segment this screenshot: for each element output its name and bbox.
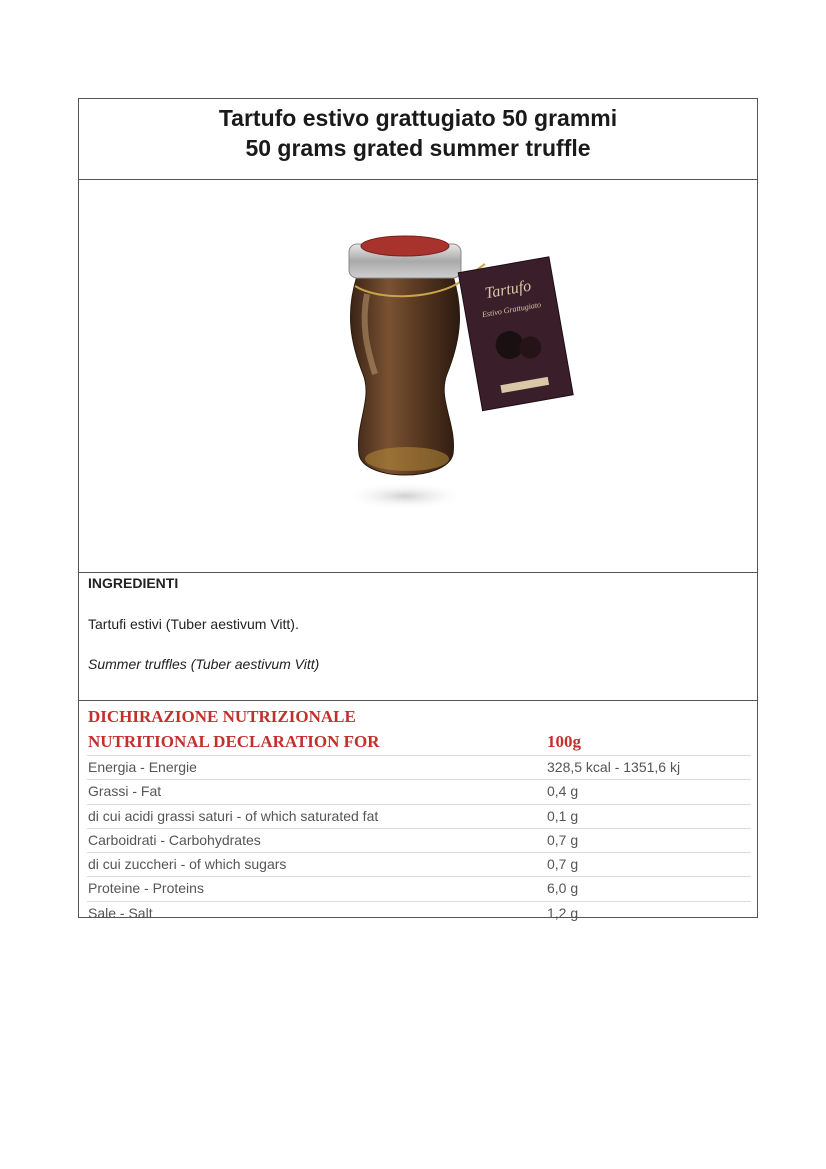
title-english: 50 grams grated summer truffle — [245, 135, 591, 161]
ingredients-english: Summer truffles (Tuber aestivum Vitt) — [88, 656, 320, 672]
nutrition-unit: 100g — [547, 732, 581, 751]
table-row — [87, 804, 751, 828]
product-image-section — [79, 179, 757, 573]
table-row — [87, 828, 751, 852]
row-label: Sale - Salt — [88, 904, 153, 921]
tag-subtitle: Estivo Grattugiato — [481, 300, 542, 320]
table-row — [87, 779, 751, 803]
row-value: 0,4 g — [547, 783, 579, 800]
row-value: 0,7 g — [547, 831, 579, 848]
table-row — [87, 876, 751, 900]
hang-tag — [458, 257, 573, 411]
nutrition-table — [87, 755, 751, 925]
nutrition-heading-italian: DICHIRAZIONE NUTRIZIONALE — [88, 707, 356, 726]
row-value: 328,5 kcal - 1351,6 kj — [547, 759, 681, 775]
row-value: 0,7 g — [547, 856, 579, 873]
title-section — [79, 99, 757, 180]
jar-oil — [365, 447, 449, 471]
nutrition-heading-english: NUTRITIONAL DECLARATION FOR — [88, 732, 380, 751]
row-label: Carboidrati - Carbohydrates — [88, 831, 261, 848]
row-value: 0,1 g — [547, 807, 579, 824]
row-label: di cui acidi grassi saturi - of which saturated fat — [88, 807, 379, 824]
truffle-jar-image — [337, 224, 577, 524]
product-sheet — [78, 98, 758, 921]
row-label: Energia - Energie — [88, 759, 197, 775]
nutrition-section — [79, 700, 757, 919]
table-row — [87, 852, 751, 876]
jar-shadow — [343, 482, 467, 510]
table-row — [87, 901, 751, 925]
row-value: 6,0 g — [547, 880, 579, 897]
row-value: 1,2 g — [547, 904, 579, 921]
table-row — [87, 755, 751, 779]
row-label: Grassi - Fat — [88, 783, 162, 800]
row-label: Proteine - Proteins — [88, 880, 204, 897]
ingredients-section — [79, 572, 757, 701]
lid-label — [361, 236, 449, 256]
title-italian: Tartufo estivo grattugiato 50 grammi — [218, 105, 618, 131]
row-label: di cui zuccheri - of which sugars — [88, 856, 287, 873]
ingredients-heading: INGREDIENTI — [88, 575, 179, 591]
tag-title: Tartufo — [483, 277, 533, 303]
ingredients-italian: Tartufi estivi (Tuber aestivum Vitt). — [88, 616, 299, 632]
